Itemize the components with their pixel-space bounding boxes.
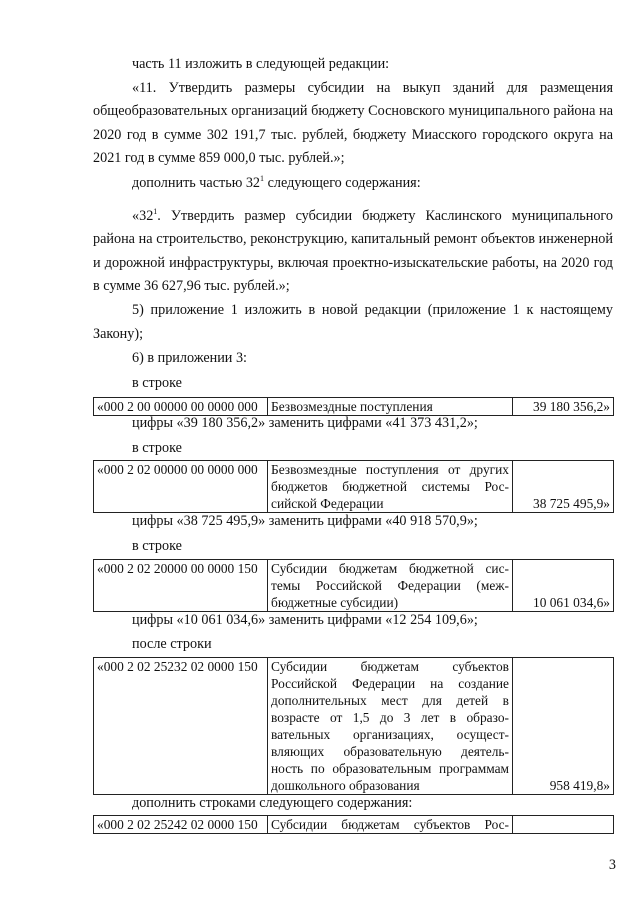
row-code: «000 2 02 00000 00 0000 000 [94, 461, 268, 513]
label-in-row-1: в строке [132, 375, 182, 391]
paragraph-part32-line4: в сумме 36 627,96 тыс. рублей.»; [93, 278, 290, 294]
row-sum: 958 419,8» [513, 658, 614, 795]
paragraph-item6: 6) в приложении 3: [132, 350, 247, 366]
row-code: «000 2 02 25232 02 0000 150 [94, 658, 268, 795]
row-name: Безвозмездные поступления от других бюджетов бюджетной системы Рос- сийской Федерации [268, 461, 513, 513]
label-in-row-2: в строке [132, 440, 182, 456]
row-code: «000 2 02 20000 00 0000 150 [94, 560, 268, 612]
paragraph-part11-line4: 2021 год в сумме 859 000,0 тыс. рублей.»; [93, 150, 345, 166]
row-name: Субсидии бюджетам бюджетной сис- темы Российской Федерации (меж- бюджетные субсидии) [268, 560, 513, 612]
paragraph-part32-intro: дополнить частью $32^1$ следующего содержания: [132, 174, 421, 191]
label-in-row-3: в строке [132, 538, 182, 554]
row-sum [513, 816, 614, 834]
row-name: Безвозмездные поступления [268, 398, 513, 416]
table-row-5 [93, 815, 614, 834]
paragraph-part11-intro: часть 11 изложить в следующей редакции: [132, 56, 390, 72]
paragraph-item5-line1: 5) приложение 1 изложить в новой редакции (приложение 1 к настоящему [132, 302, 613, 318]
row-name: Субсидии бюджетам субъектов Российской Федерации на создание дополнительных мест для детей в возрасте от 1,5 до 3 лет в образо- вательных организациях, осущест- вляющих образовательную деятель- ность по образовательным программам дошкольного образования [268, 658, 513, 795]
replace-instruction-3: цифры «10 061 034,6» заменить цифрами «12 254 109,6»; [132, 612, 478, 628]
paragraph-part32-line1: «$32^1$. Утвердить размер субсидии бюджету Каслинского муниципального [132, 207, 613, 224]
row-code: «000 2 00 00000 00 0000 000 [94, 398, 268, 416]
table-row-3 [93, 559, 614, 612]
paragraph-part11-line1: «11. Утвердить размеры субсидии на выкуп зданий для размещения [132, 80, 613, 96]
table-row-2 [93, 460, 614, 513]
replace-instruction-2: цифры «38 725 495,9» заменить цифрами «40 918 570,9»; [132, 513, 478, 529]
row-sum: 38 725 495,9» [513, 461, 614, 513]
row-sum: 39 180 356,2» [513, 398, 614, 416]
add-rows-instruction: дополнить строками следующего содержания: [132, 795, 413, 811]
paragraph-part32-line3: и дорожной инфраструктуры, включая проектно-изыскательские работы, на 2020 год [93, 255, 613, 271]
paragraph-part11-line2: общеобразовательных организаций бюджету Сосновского муниципального района на [93, 103, 613, 119]
row-sum: 10 061 034,6» [513, 560, 614, 612]
replace-instruction-1: цифры «39 180 356,2» заменить цифрами «41 373 431,2»; [132, 415, 478, 431]
label-after-row: после строки [132, 636, 212, 652]
page-number: 3 [608, 857, 616, 873]
paragraph-part11-line3: 2020 год в сумме 302 191,7 тыс. рублей, бюджету Миасского городского округа на [93, 127, 613, 143]
row-name: Субсидии бюджетам субъектов Рос- [268, 816, 513, 834]
paragraph-item5-line2: Закону); [93, 326, 144, 342]
row-code: «000 2 02 25242 02 0000 150 [94, 816, 268, 834]
paragraph-part32-line2: района на строительство, реконструкцию, капитальный ремонт объектов инженерной [93, 231, 613, 247]
table-row-4 [93, 657, 614, 795]
